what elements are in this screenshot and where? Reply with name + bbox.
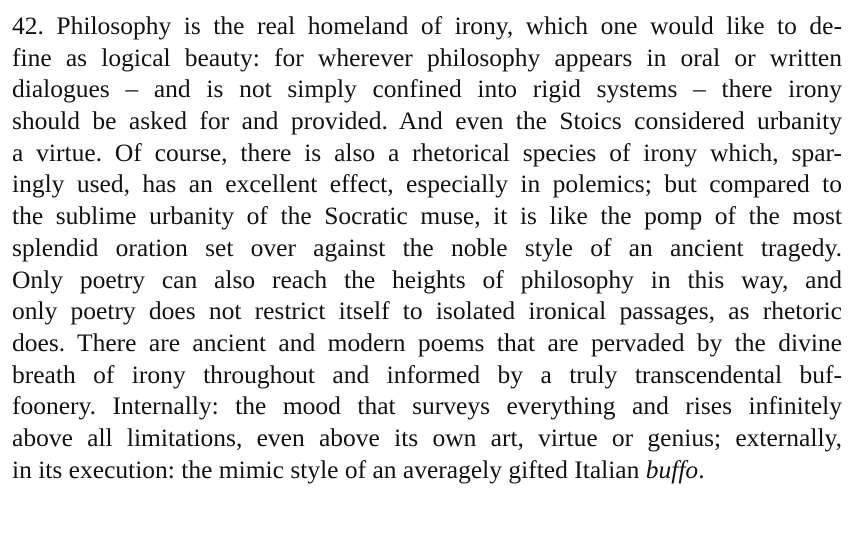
text-line-14: above all limitations, even above its own art, virtue or genius; externally, bbox=[12, 422, 842, 452]
text-line-1: 42. Philosophy is the real homeland of irony, which one would like to de- bbox=[12, 11, 842, 40]
text-line-6: ingly used, has an excellent effect, especially in polemics; but compared to bbox=[12, 169, 842, 199]
last-line-text: in its execution: the mimic style of an averagely gifted Italian bbox=[12, 454, 646, 484]
document-page bbox=[12, 0, 842, 538]
buffo-emphasis: buffo bbox=[645, 454, 699, 484]
text-line-7: the sublime urbanity of the Socratic muse, it is like the pomp of the most bbox=[12, 201, 842, 231]
text-line-4: should be asked for and provided. And even the Stoics considered urbanity bbox=[12, 106, 842, 136]
text-line-9: Only poetry can also reach the heights of philosophy in this way, and bbox=[12, 264, 842, 294]
text-line-11: does. There are ancient and modern poems that are pervaded by the divine bbox=[12, 327, 842, 357]
text-line-8: splendid oration set over against the noble style of an ancient tragedy. bbox=[12, 232, 842, 262]
text-line-2: fine as logical beauty: for wherever philosophy appears in oral or written bbox=[12, 42, 842, 72]
text-line-13: foonery. Internally: the mood that surveys everything and rises infinitely bbox=[12, 391, 842, 421]
fragment-42-paragraph bbox=[12, 0, 842, 485]
text-line-5: a virtue. Of course, there is also a rhetorical species of irony which, spar- bbox=[12, 137, 842, 167]
last-line-period: . bbox=[698, 454, 705, 484]
text-line-12: breath of irony throughout and informed by a truly transcendental buf- bbox=[12, 359, 842, 389]
text-line-3: dialogues – and is not simply confined into rigid systems – there irony bbox=[12, 74, 842, 104]
text-line-15 bbox=[12, 454, 842, 486]
text-line-10: only poetry does not restrict itself to isolated ironical passages, as rhetoric bbox=[12, 296, 842, 326]
